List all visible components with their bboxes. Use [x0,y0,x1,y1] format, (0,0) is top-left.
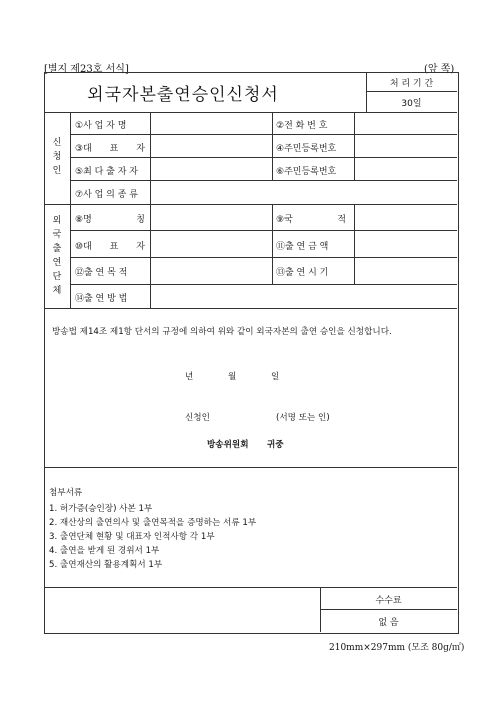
contribution-amount-label: ⑪출 연 금 액 [276,242,329,252]
contribution-period-label: ⑬출 연 시 기 [276,268,329,278]
business-type-label: ⑦사 업 의 종 류 [75,190,138,200]
attachment-item: 3. 출연단체 현황 및 대표자 인적사항 각 1부 [49,532,215,542]
date-year: 년 [185,372,194,382]
processing-period-value: 30일 [401,99,422,109]
attachments-title: 첨부서류 [49,488,83,498]
phone-label: ②전 화 번 호 [276,121,328,131]
form-title: 외국자본출연승인신청서 [87,85,279,105]
paper-spec: 210mm×297mm (모조 80g/㎡) [329,643,465,653]
signature-note: (서명 또는 인) [276,413,330,423]
contribution-method-label: ⑭출 연 방 법 [75,294,128,304]
processing-period-label: 처 리 기 간 [389,79,434,89]
representative-label: ③대 표 자 [75,144,145,154]
applicant-sign-label: 신청인 [185,413,210,423]
applicant-group-label: 신 청 인 [52,138,62,176]
fee-label: 수수료 [375,596,402,606]
foreign-group-label: 외 국 출 연 단 체 [52,216,62,296]
fee-value: 없 음 [378,618,399,628]
contribution-purpose-label: ⑫출 연 목 적 [75,268,128,278]
largest-investor-label: ⑤최 다 출 자 자 [75,167,138,177]
attachment-item: 4. 출연을 받게 된 경위서 1부 [49,546,160,556]
recipient-suffix: 귀중 [267,440,284,450]
recipient-name: 방송위원회 [207,440,249,450]
date-month: 월 [228,372,237,382]
attachment-item: 1. 허가증(승인장) 사본 1부 [49,504,153,514]
date-day: 일 [271,372,280,382]
attachment-item: 5. 출연재산의 활용계획서 1부 [49,560,163,570]
org-name-label: ⑧명 칭 [75,215,145,225]
resident-number-label-2: ⑥주민등록번호 [276,167,337,177]
business-name-label: ①사 업 자 명 [75,121,127,131]
attachment-item: 2. 재산상의 출연의사 및 출연목적을 증명하는 서류 1부 [49,518,257,528]
page-side: (앞 쪽) [424,64,455,75]
nationality-label: ⑨국 적 [276,215,346,225]
form-number: [별지 제23호 서식] [44,64,129,75]
resident-number-label-1: ④주민등록번호 [276,144,337,154]
declaration-text: 방송법 제14조 제1항 단서의 규정에 의하여 위와 같이 외국자본의 출연 승인을 신청합니다. [52,327,392,337]
foreign-representative-label: ⑩대 표 자 [75,242,145,252]
